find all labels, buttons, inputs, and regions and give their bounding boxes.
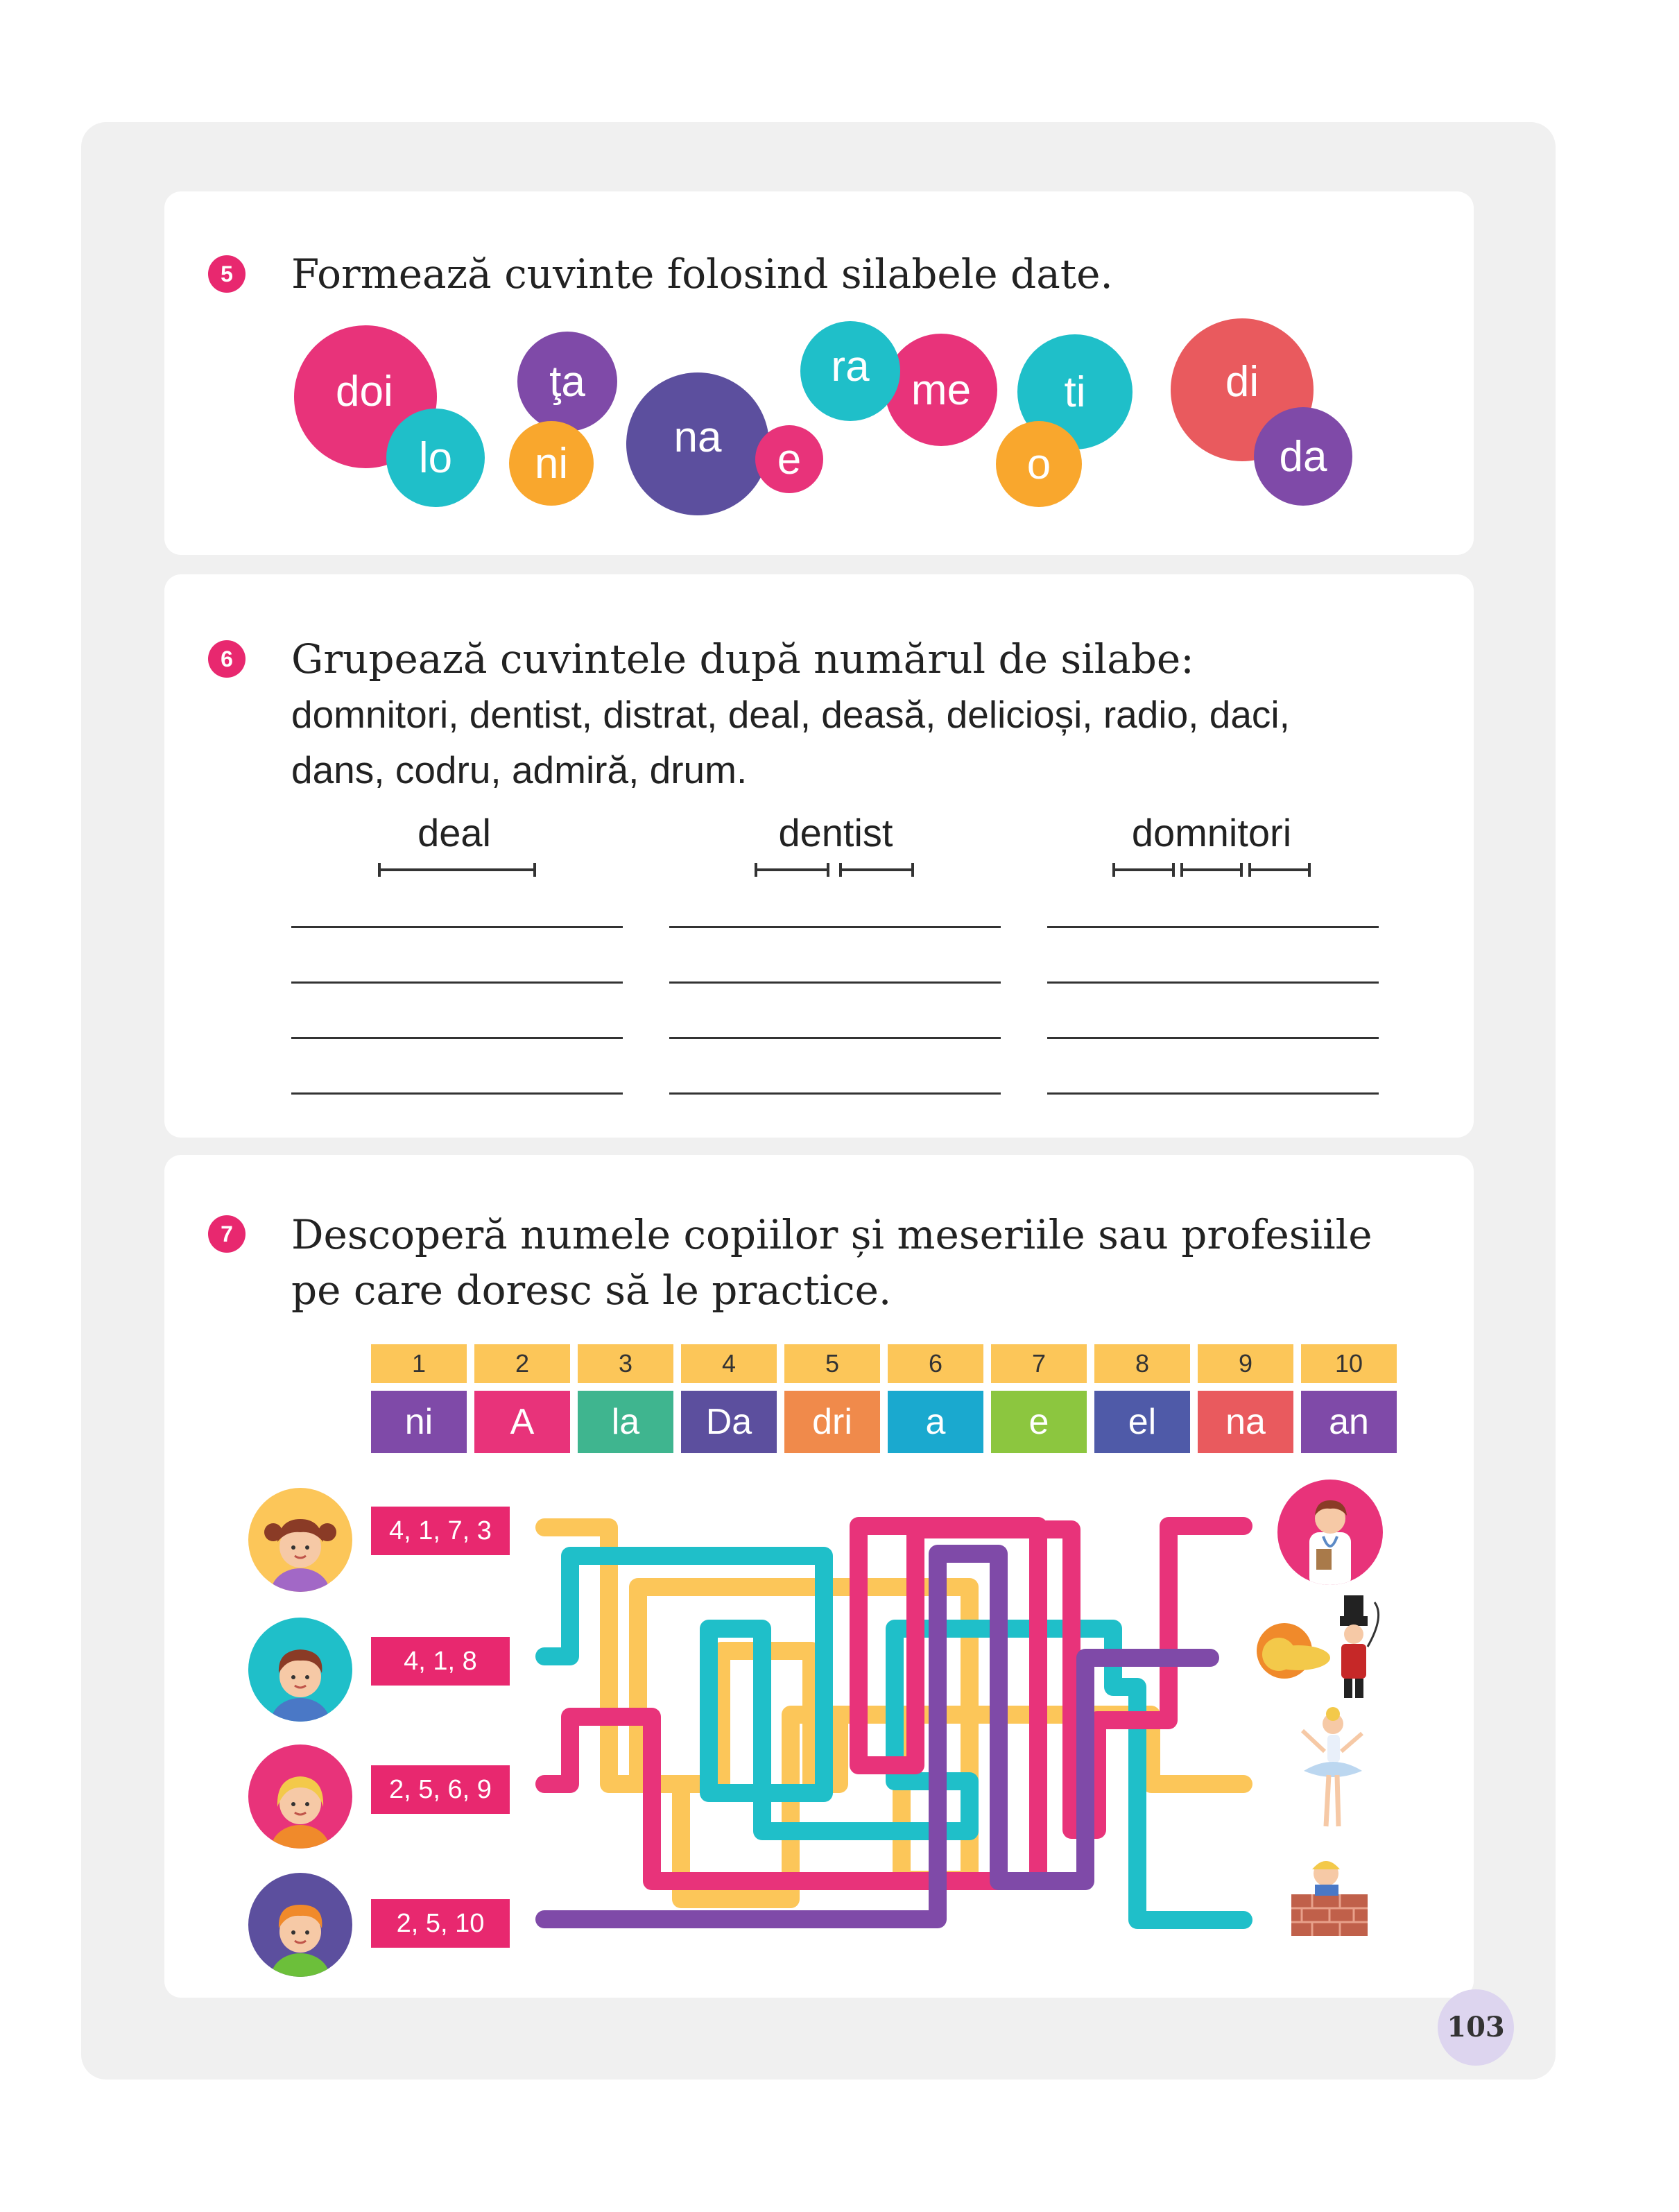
ballerina-picture (1290, 1703, 1373, 1842)
syllable-text: ti (1064, 368, 1086, 416)
column-number-9: 9 (1198, 1344, 1293, 1383)
lion-tamer-picture (1236, 1588, 1388, 1699)
syllable-text: ţa (549, 357, 585, 406)
column-number-6: 6 (888, 1344, 983, 1383)
exercise-6-number: 6 (208, 640, 246, 678)
example-word-dentist: dentist (778, 811, 893, 855)
column-number-7: 7 (991, 1344, 1087, 1383)
exercise-6-title: Grupează cuvintele după numărul de silabe: (291, 635, 1194, 683)
exercise-7-title-line1: Descoperă numele copiilor și meseriile sau profesiile (291, 1211, 1372, 1258)
syllable-text: e (777, 435, 802, 483)
exercise-6-words-line2: dans, codru, admiră, drum. (291, 748, 748, 791)
column-syllable-10: an (1301, 1391, 1397, 1453)
column-number-10: 10 (1301, 1344, 1397, 1383)
column-syllable-2: A (474, 1391, 570, 1453)
code-box-4: 2, 5, 10 (371, 1899, 510, 1948)
column-number-8: 8 (1094, 1344, 1190, 1383)
syllable-text: me (911, 366, 972, 414)
column-syllable-4: Da (681, 1391, 777, 1453)
syllable-text: o (1026, 440, 1051, 488)
column-number-5: 5 (784, 1344, 880, 1383)
syllable-text: da (1279, 432, 1327, 481)
column-syllable-6: a (888, 1391, 983, 1453)
column-number-4: 4 (681, 1344, 777, 1383)
code-box-1: 4, 1, 7, 3 (371, 1507, 510, 1555)
column-number-1: 1 (371, 1344, 467, 1383)
column-syllable-3: la (578, 1391, 673, 1453)
syllable-text: na (673, 413, 722, 461)
column-syllable-5: dri (784, 1391, 880, 1453)
exercise-7-title-line2: pe care doresc să le practice. (291, 1267, 892, 1314)
column-syllable-9: na (1198, 1391, 1293, 1453)
example-word-deal: deal (417, 811, 491, 855)
syllable-text: ra (831, 342, 870, 391)
exercise-5-title: Formează cuvinte folosind silabele date. (291, 250, 1113, 298)
code-box-3: 2, 5, 6, 9 (371, 1765, 510, 1814)
code-box-2: 4, 1, 8 (371, 1637, 510, 1686)
column-syllable-8: el (1094, 1391, 1190, 1453)
column-number-3: 3 (578, 1344, 673, 1383)
exercise-5-number: 5 (208, 255, 246, 293)
column-number-2: 2 (474, 1344, 570, 1383)
exercise-7-number: 7 (208, 1215, 246, 1253)
syllable-text: doi (336, 368, 393, 415)
column-syllable-7: e (991, 1391, 1087, 1453)
builder-picture (1284, 1849, 1375, 1939)
column-syllable-1: ni (371, 1391, 467, 1453)
doctor-picture (1277, 1480, 1383, 1585)
page-number: 103 (1438, 1989, 1514, 2066)
syllable-text: lo (418, 434, 453, 482)
syllable-text: di (1225, 358, 1259, 406)
example-word-domnitori: domnitori (1131, 811, 1292, 855)
exercise-6-words-line1: domnitori, dentist, distrat, deal, deasă, delicioși, radio, daci, (291, 693, 1290, 736)
syllable-text: ni (534, 439, 569, 488)
